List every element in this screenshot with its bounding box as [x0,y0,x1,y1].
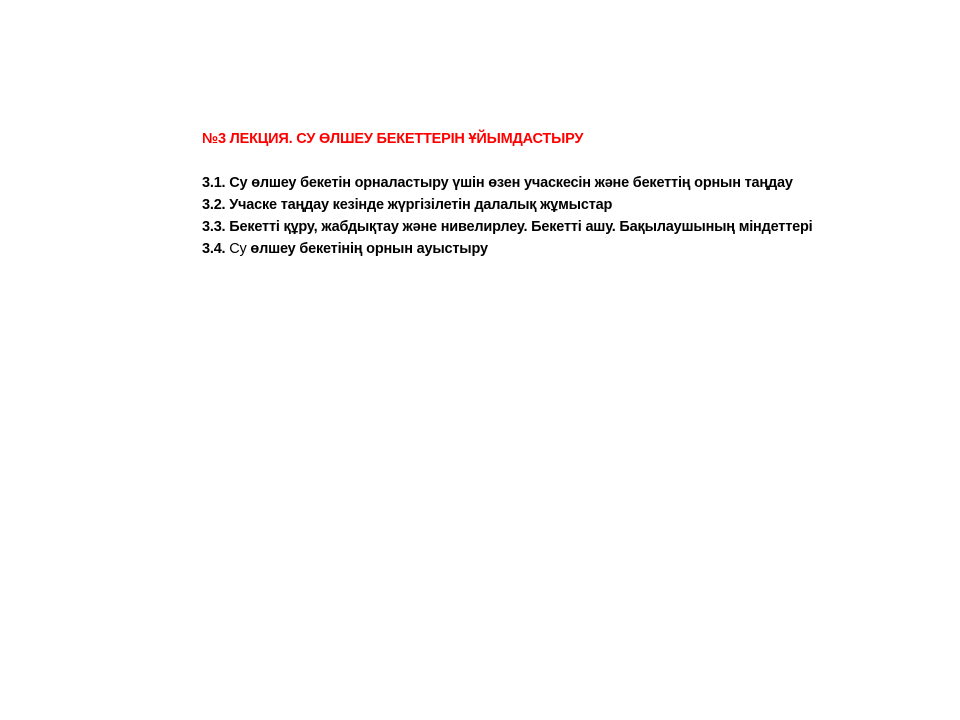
topic-number: 3.2. [202,197,226,213]
topic-number: 3.1. [202,175,226,191]
topic-text: Бекетті құру, жабдықтау және нивелирлеу. Бекетті ашу. Бақылаушының міндеттері [229,219,813,235]
slide-content [155,128,835,260]
topic-item-3-2 [155,194,835,216]
topic-text: Су өлшеу бекетін орналастыру үшін өзен учаскесін және бекеттің орнын таңдау [229,175,793,191]
topic-text: өлшеу бекетінің орнын ауыстыру [250,241,488,257]
topic-text: Учаске таңдау кезінде жүргізілетін далалық жұмыстар [229,197,613,213]
topic-item-3-1 [155,172,835,194]
topic-item-3-3 [155,216,835,238]
lecture-title: №3 ЛЕКЦИЯ. СУ ӨЛШЕУ БЕКЕТТЕРІН ҰЙЫМДАСТЫРУ [202,131,584,147]
topic-number: 3.4. [202,241,226,257]
topic-item-3-4 [155,238,835,260]
topic-text-plain: Су [229,241,247,257]
topic-number: 3.3. [202,219,226,235]
